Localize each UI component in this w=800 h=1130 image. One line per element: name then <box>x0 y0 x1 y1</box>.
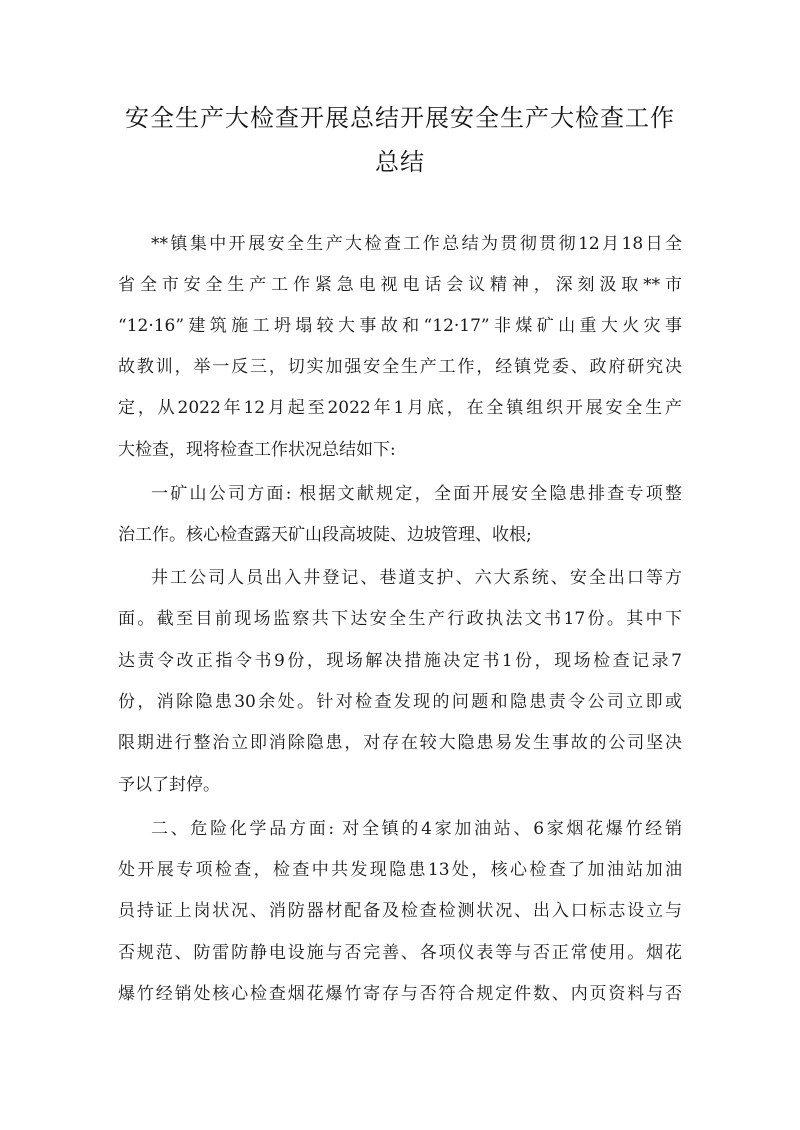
body-line-9: 井工公司人员出入井登记、巷道支护、六大系统、安全出口等方 <box>151 568 682 588</box>
body-line-11: 达责令改正指令书9份，现场解决措施决定书1份，现场检查记录7 <box>118 651 682 671</box>
body-line-10: 面。截至目前现场监察共下达安全生产行政执法文书17份。其中下 <box>118 609 682 629</box>
body-line-16: 处开展专项检查，检查中共发现隐患13处，核心检查了加油站加油 <box>118 860 682 880</box>
body-line-8: 治工作。核心检查露天矿山段高坡陡、边坡管理、收根; <box>118 525 532 545</box>
body-line-17: 员持证上岗状况、消防器材配备及检查检测状况、出入口标志设立与 <box>118 901 682 921</box>
body-line-2: 省全市安全生产工作紧急电视电话会议精神，深刻汲取**市 <box>118 275 682 295</box>
body-line-4: 故教训，举一反三，切实加强安全生产工作，经镇党委、政府研究决 <box>118 357 682 377</box>
document-title-line-1: 安全生产大检查开展总结开展安全生产大检查工作 <box>125 104 675 132</box>
document-title-line-2: 总结 <box>375 148 425 176</box>
body-line-5: 定，从2022年12月起至2022年1月底，在全镇组织开展安全生产 <box>118 398 682 418</box>
body-line-19: 爆竹经销处核心检查烟花爆竹寄存与否符合规定件数、内页资料与否 <box>118 984 682 1004</box>
body-line-6: 大检查，现将检查工作状况总结如下: <box>118 440 396 460</box>
body-line-12: 份，消除隐患30余处。针对检查发现的问题和隐患责令公司立即或 <box>118 692 682 712</box>
body-line-18: 否规范、防雷防静电设施与否完善、各项仪表等与否正常使用。烟花 <box>118 943 682 963</box>
body-line-3: “12·16”建筑施工坍塌较大事故和“12·17”非煤矿山重大火灾事 <box>118 316 682 336</box>
body-line-1: **镇集中开展安全生产大检查工作总结为贯彻贯彻12月18日全 <box>151 234 682 254</box>
body-line-7: 一矿山公司方面: 根据文献规定，全面开展安全隐患排查专项整 <box>151 484 682 504</box>
body-line-13: 限期进行整治立即消除隐患，对存在较大隐患易发生事故的公司坚决 <box>118 733 682 753</box>
body-line-15: 二、危险化学品方面: 对全镇的4家加油站、6家烟花爆竹经销 <box>151 819 682 839</box>
body-line-14: 予以了封停。 <box>118 775 220 795</box>
